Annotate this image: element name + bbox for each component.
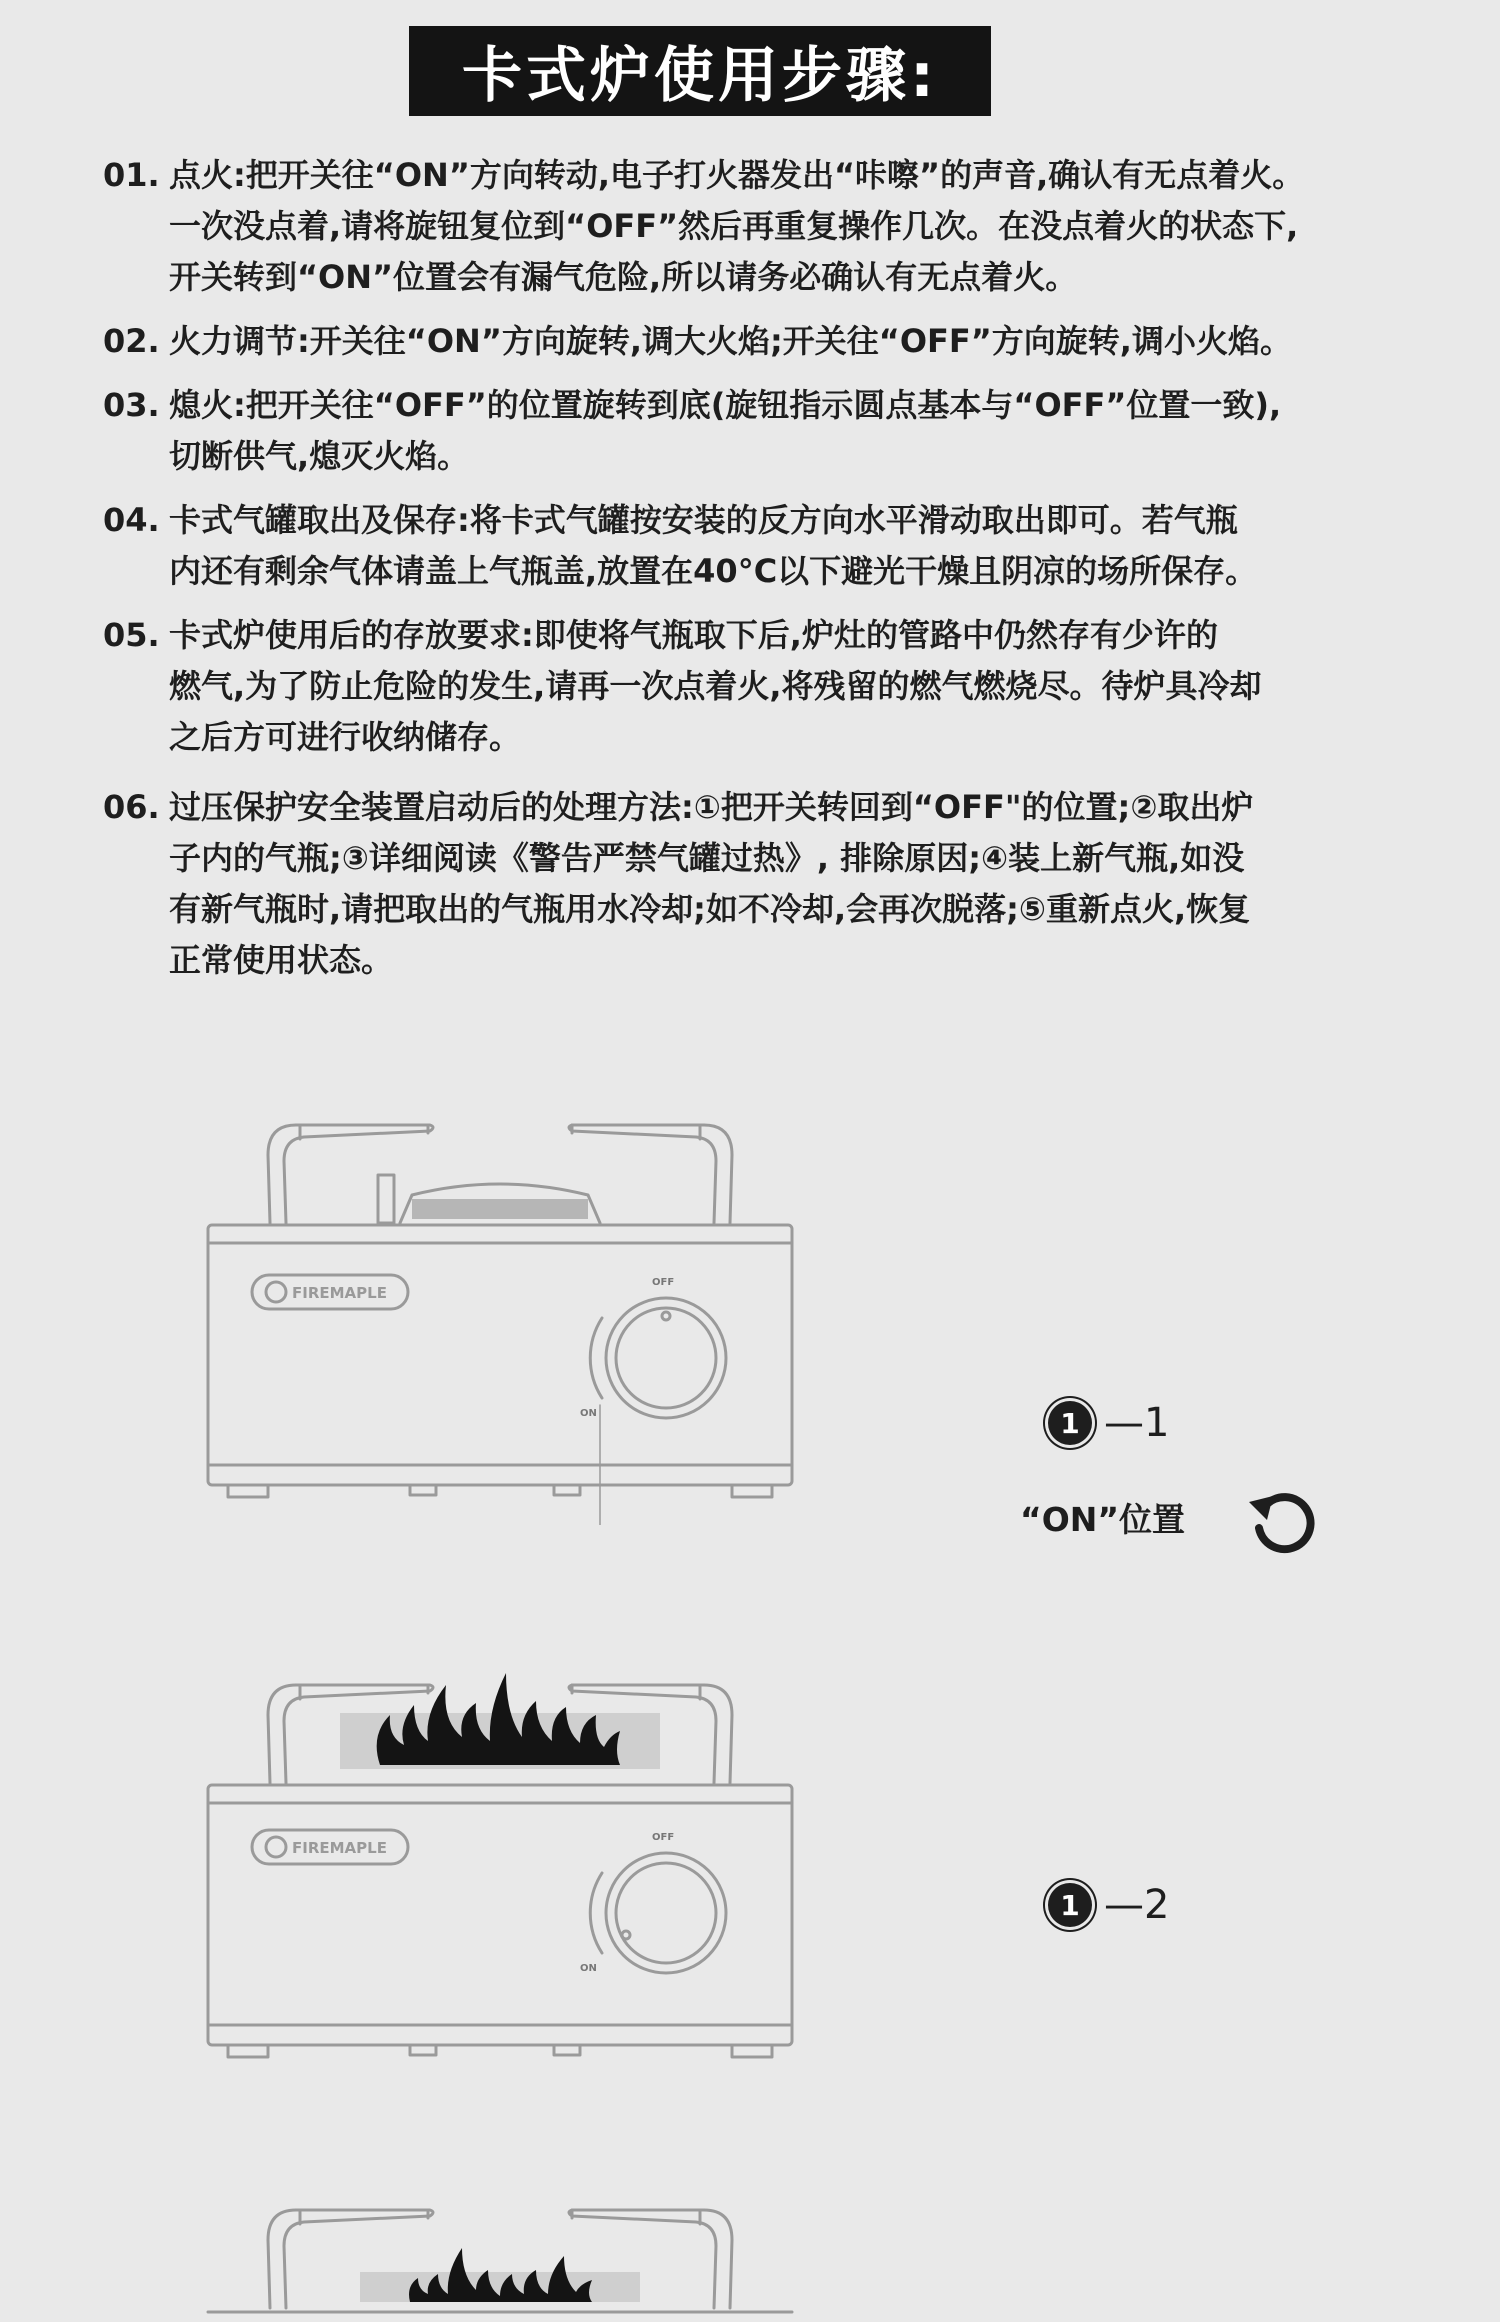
figure-2-suffix: —2 <box>1104 1882 1170 1928</box>
step-number: 06. <box>103 788 160 826</box>
step-circle-badge: 1 <box>1048 1883 1092 1927</box>
step-06 <box>103 782 1433 986</box>
figure-1-suffix: —1 <box>1104 1400 1170 1446</box>
step-01 <box>103 150 1433 303</box>
step-02 <box>103 316 1433 367</box>
stove-illustration-3 <box>200 2190 800 2322</box>
step-text: 过压保护安全装置启动后的处理方法:①把开关转回到“OFF"的位置;②取出炉 子内的气瓶;③详细阅读《警告严禁气罐过热》, 排除原因;④装上新气瓶,如没 有新气瓶时,请把取出的气瓶用水冷却;如不冷却,会再次脱落;⑤重新点火,恢复 正常使用状态。 <box>169 788 1254 979</box>
step-text: 卡式炉使用后的存放要求:即使将气瓶取下后,炉灶的管路中仍然存有少许的 燃气,为了防止危险的发生,请再一次点着火,将残留的燃气燃烧尽。待炉具冷却 之后方可进行收纳储存。 <box>169 616 1262 756</box>
step-number: 03. <box>103 386 160 424</box>
figure-2-label <box>1048 1882 1169 1928</box>
knob-on-label: ON <box>580 1963 597 1974</box>
step-text: 熄火:把开关往“OFF”的位置旋转到底(旋钮指示圆点基本与“OFF”位置一致), 切断供气,熄灭火焰。 <box>169 386 1282 475</box>
knob-off-label: OFF <box>652 1277 675 1288</box>
page-title: 卡式炉使用步骤: <box>409 26 991 116</box>
step-text: 火力调节:开关往“ON”方向旋转,调大火焰;开关往“OFF”方向旋转,调小火焰。 <box>169 322 1292 360</box>
step-03 <box>103 380 1433 482</box>
step-number: 04. <box>103 501 160 539</box>
rotate-counterclockwise-icon <box>1243 1482 1323 1562</box>
knob-on-label: ON <box>580 1408 597 1419</box>
brand-text: FIREMAPLE <box>292 1284 387 1302</box>
step-04 <box>103 495 1433 597</box>
step-text: 卡式气罐取出及保存:将卡式气罐按安装的反方向水平滑动取出即可。若气瓶 内还有剩余气体请盖上气瓶盖,放置在40°C以下避光干燥且阴凉的场所保存。 <box>169 501 1258 590</box>
step-number: 05. <box>103 616 160 654</box>
step-circle-badge: 1 <box>1048 1401 1092 1445</box>
step-number: 01. <box>103 156 160 194</box>
knob-off-label: OFF <box>652 1832 675 1843</box>
brand-text: FIREMAPLE <box>292 1839 387 1857</box>
stove-illustration-1 <box>200 1105 800 1525</box>
stove-illustration-2 <box>200 1665 800 2065</box>
step-number: 02. <box>103 322 160 360</box>
step-text: 点火:把开关往“ON”方向转动,电子打火器发出“咔嚓”的声音,确认有无点着火。 一次没点着,请将旋钮复位到“OFF”然后再重复操作几次。在没点着火的状态下, 开关转到“ON”位置会有漏气危险,所以请务必确认有无点着火。 <box>169 156 1305 296</box>
on-position-label: “ON”位置 <box>1020 1500 1186 1539</box>
steps-list <box>103 150 1433 986</box>
figure-1-label <box>1048 1400 1169 1446</box>
step-05 <box>103 610 1433 763</box>
